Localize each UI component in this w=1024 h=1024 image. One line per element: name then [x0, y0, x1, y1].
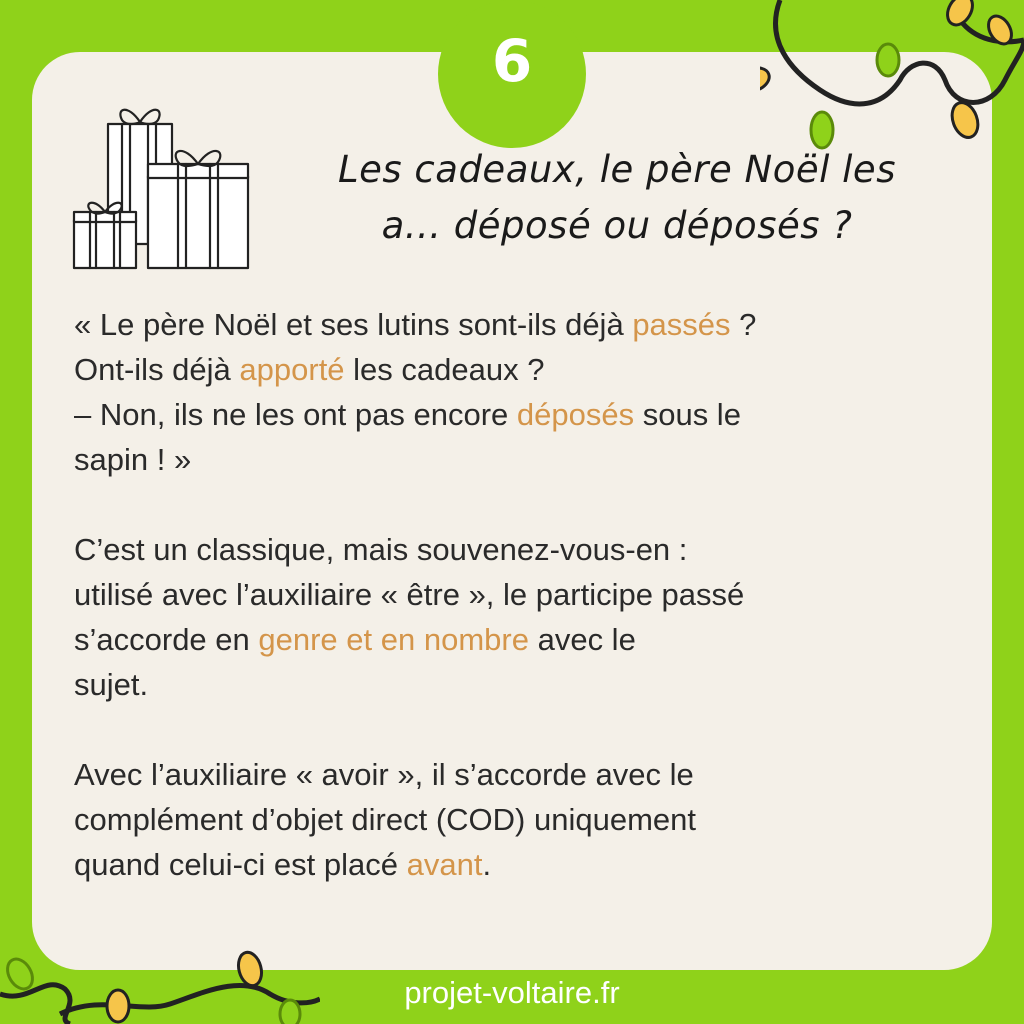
highlight-avant: avant: [406, 847, 483, 882]
highlight-passes: passés: [632, 307, 731, 342]
body-text: [74, 302, 974, 887]
badge-number: 6: [491, 27, 533, 95]
paragraph-1-line-1: [74, 302, 974, 347]
footer-site-link[interactable]: projet-voltaire.fr: [404, 975, 620, 1010]
paragraph-3-line-3: [74, 842, 974, 887]
text: sous le: [634, 397, 741, 432]
text: avec le: [528, 622, 636, 657]
paragraph-3-line-2: complément d’objet direct (COD) uniquement: [74, 802, 696, 837]
paragraph-2-line-1: C’est un classique, mais souvenez-vous-en :: [74, 532, 688, 567]
text: Ont-ils déjà: [74, 352, 240, 387]
highlight-deposes: déposés: [516, 397, 635, 432]
paragraph-1-line-2: [74, 347, 974, 392]
text: s’accorde en: [74, 622, 259, 657]
paragraph-1-line-3: [74, 392, 974, 437]
paragraph-2-line-2: utilisé avec l’auxiliaire « être », le participe passé: [74, 577, 745, 612]
title-line-1: Les cadeaux, le père Noël les: [338, 148, 896, 191]
paragraph-2-line-3: [74, 617, 974, 662]
text: .: [482, 847, 492, 882]
highlight-apporte: apporté: [239, 352, 345, 387]
paragraph-2-line-4: sujet.: [74, 667, 149, 702]
page-title: [262, 142, 972, 254]
text: ?: [730, 307, 757, 342]
gift-boxes-illustration: [70, 92, 270, 282]
text: – Non, ils ne les ont pas encore: [74, 397, 517, 432]
paragraph-3-line-1: Avec l’auxiliaire « avoir », il s’accorde avec le: [74, 757, 694, 792]
text: quand celui-ci est placé: [74, 847, 407, 882]
text: « Le père Noël et ses lutins sont-ils déjà: [74, 307, 633, 342]
paragraph-1-line-4: sapin ! »: [74, 442, 192, 477]
title-line-2: a... déposé ou déposés ?: [381, 204, 853, 247]
highlight-genre-nombre: genre et en nombre: [258, 622, 529, 657]
text: les cadeaux ?: [344, 352, 545, 387]
